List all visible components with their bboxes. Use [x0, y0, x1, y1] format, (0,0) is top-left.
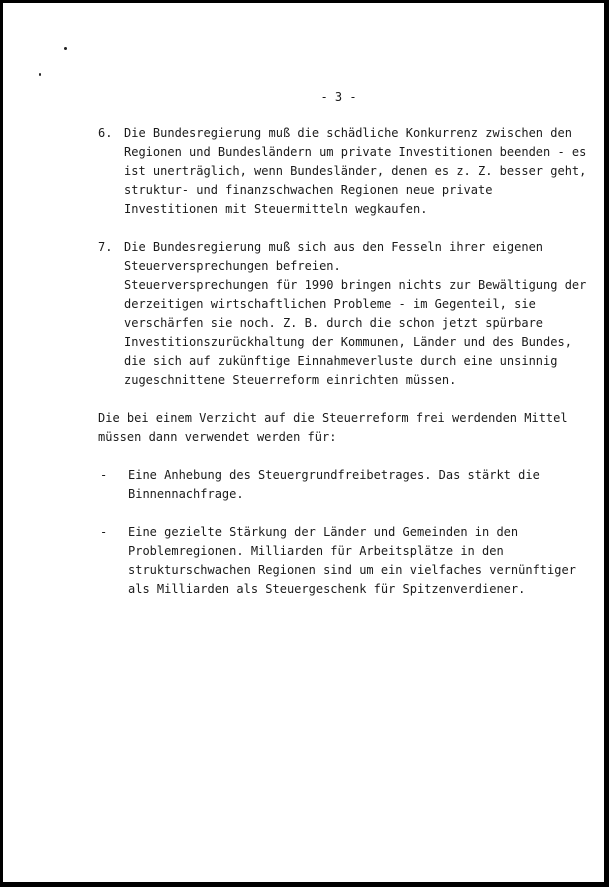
text-line: die sich auf zukünftige Einnahmeverluste durch eine unsinnig: [124, 354, 558, 368]
text-line: struktur- und finanzschwachen Regionen neue private: [124, 183, 493, 197]
text-line: derzeitigen wirtschaftlichen Probleme - im Gegenteil, sie: [124, 297, 536, 311]
bullet-item: [98, 523, 576, 599]
text-line: Steuerversprechungen für 1990 bringen nichts zur Bewältigung der: [124, 278, 587, 292]
numbered-item-6: [98, 124, 587, 219]
text-line: Die Bundesregierung muß sich aus den Fesseln ihrer eigenen: [124, 240, 544, 254]
text-line: zugeschnittene Steuerreform einrichten müssen.: [124, 373, 457, 387]
text-line: Die Bundesregierung muß die schädliche Konkurrenz zwischen den: [124, 126, 572, 140]
text-line: ist unerträglich, wenn Bundesländer, denen es z. Z. besser geht,: [124, 164, 587, 178]
text-line: als Milliarden als Steuergeschenk für Spitzenverdiener.: [128, 582, 526, 596]
text-line: verschärfen sie noch. Z. B. durch die schon jetzt spürbare: [124, 316, 544, 330]
text-line: Problemregionen. Milliarden für Arbeitsplätze in den: [128, 544, 504, 558]
text-line: Binnennachfrage.: [128, 487, 244, 501]
text-line: Eine Anhebung des Steuergrundfreibetrages. Das stärkt die: [128, 468, 540, 482]
intro-paragraph: [98, 409, 568, 447]
bullet-dash: -: [100, 468, 108, 482]
text-line: Die bei einem Verzicht auf die Steuerreform frei werdenden Mittel: [98, 411, 568, 425]
scan-speck: [39, 73, 41, 76]
text-line: Eine gezielte Stärkung der Länder und Gemeinden in den: [128, 525, 519, 539]
scan-speck: [64, 47, 67, 50]
text-line: Investitionen mit Steuermitteln wegkaufen.: [124, 202, 428, 216]
bullet-dash: -: [100, 525, 108, 539]
item-number: 6.: [98, 126, 113, 140]
text-line: Steuerversprechungen befreien.: [124, 259, 341, 273]
document-body: [98, 124, 587, 599]
text-line: Investitionszurückhaltung der Kommunen, Länder und des Bundes,: [124, 335, 572, 349]
text-line: müssen dann verwendet werden für:: [98, 430, 337, 444]
page-number: - 3 -: [320, 90, 357, 104]
item-number: 7.: [98, 240, 113, 254]
bullet-item: [98, 466, 568, 504]
numbered-item-7: [98, 238, 587, 390]
text-line: strukturschwachen Regionen sind um ein vielfaches vernünftiger: [128, 563, 576, 577]
text-line: Regionen und Bundesländern um private Investitionen beenden - es: [124, 145, 587, 159]
